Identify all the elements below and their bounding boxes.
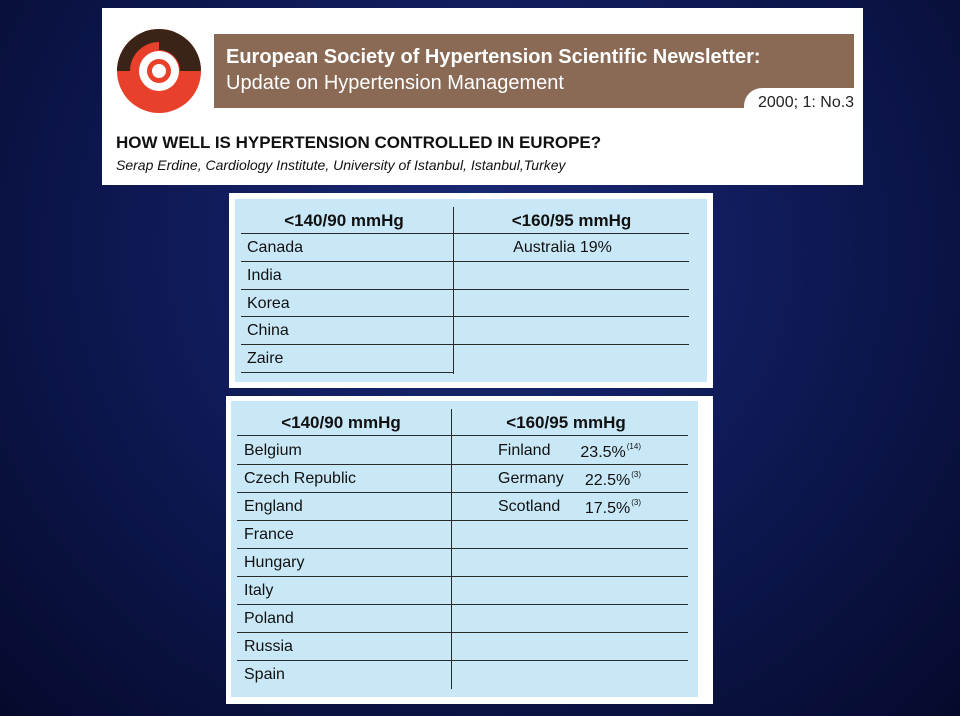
row-rule [237,435,451,436]
reference-superscript: (3) [631,498,641,507]
country-name: China [247,322,289,340]
row-rule [237,464,451,465]
table-non-europe-body [235,199,707,382]
country-name: Spain [244,666,285,683]
percentage-value: 22.5%$^{(3)}$ [584,470,641,489]
country-name: Korea [247,294,290,312]
country-name: Hungary [244,554,305,571]
esh-logo-icon [116,28,202,114]
row-rule [454,289,689,290]
table-non-europe [229,193,713,388]
row-rule [241,261,453,262]
country-name: Scotland [498,498,561,515]
newsletter-header [102,8,863,185]
row-rule [237,604,451,605]
row-rule [452,520,688,521]
table-europe [226,396,713,704]
table2-col-160-95 [452,401,698,697]
row-rule [452,632,688,633]
country-name: Poland [244,610,294,627]
article-title: HOW WELL IS HYPERTENSION CONTROLLED IN EUROPE? [116,133,602,152]
table-row: Australia 19% [513,239,612,256]
percentage-value: 17.5%$^{(3)}$ [584,498,641,517]
country-name: Belgium [244,442,302,459]
reference-superscript: (14) [626,442,641,451]
row-rule [452,435,688,436]
issue-number: 2000; 1: No.3 [758,94,855,111]
newsletter-subtitle: Update on Hypertension Management [226,72,564,94]
row-rule [237,660,451,661]
row-rule [454,344,689,345]
row-rule [452,576,688,577]
row-rule [241,289,453,290]
country-name: Finland [498,442,551,459]
row-rule [454,316,689,317]
country-name: Italy [244,582,274,599]
row-rule [452,464,688,465]
newsletter-title: European Society of Hypertension Scientific Newsletter: [226,46,761,68]
row-rule [452,548,688,549]
percentage-value: 23.5%$^{(14)}$ [580,442,641,461]
country-name: Germany [498,470,564,487]
row-rule [237,632,451,633]
table-europe-body [231,401,698,697]
row-rule [237,548,451,549]
row-rule [237,520,451,521]
row-rule [237,492,451,493]
country-name: Zaire [247,350,284,368]
row-rule [454,261,689,262]
column-header: <140/90 mmHg [284,211,404,230]
country-name: India [247,266,282,284]
article-author: Serap Erdine, Cardiology Institute, University of Istanbul, Istanbul,Turkey [116,157,566,173]
row-rule [241,233,453,234]
row-rule [241,372,453,373]
row-rule [241,316,453,317]
reference-superscript: (3) [631,470,641,479]
row-rule [454,233,689,234]
column-header: <160/95 mmHg [506,413,626,432]
column-header: <160/95 mmHg [511,211,632,230]
row-rule [452,660,688,661]
row-rule [452,604,688,605]
country-name: England [244,498,303,515]
country-name: France [244,526,294,543]
row-rule [237,576,451,577]
table1-col-160-95 [454,199,707,382]
row-rule [452,492,688,493]
row-rule [241,344,453,345]
country-name: Russia [244,638,293,655]
country-name: Czech Republic [244,470,357,487]
country-name: Canada [247,239,304,256]
column-header: <140/90 mmHg [281,413,401,432]
